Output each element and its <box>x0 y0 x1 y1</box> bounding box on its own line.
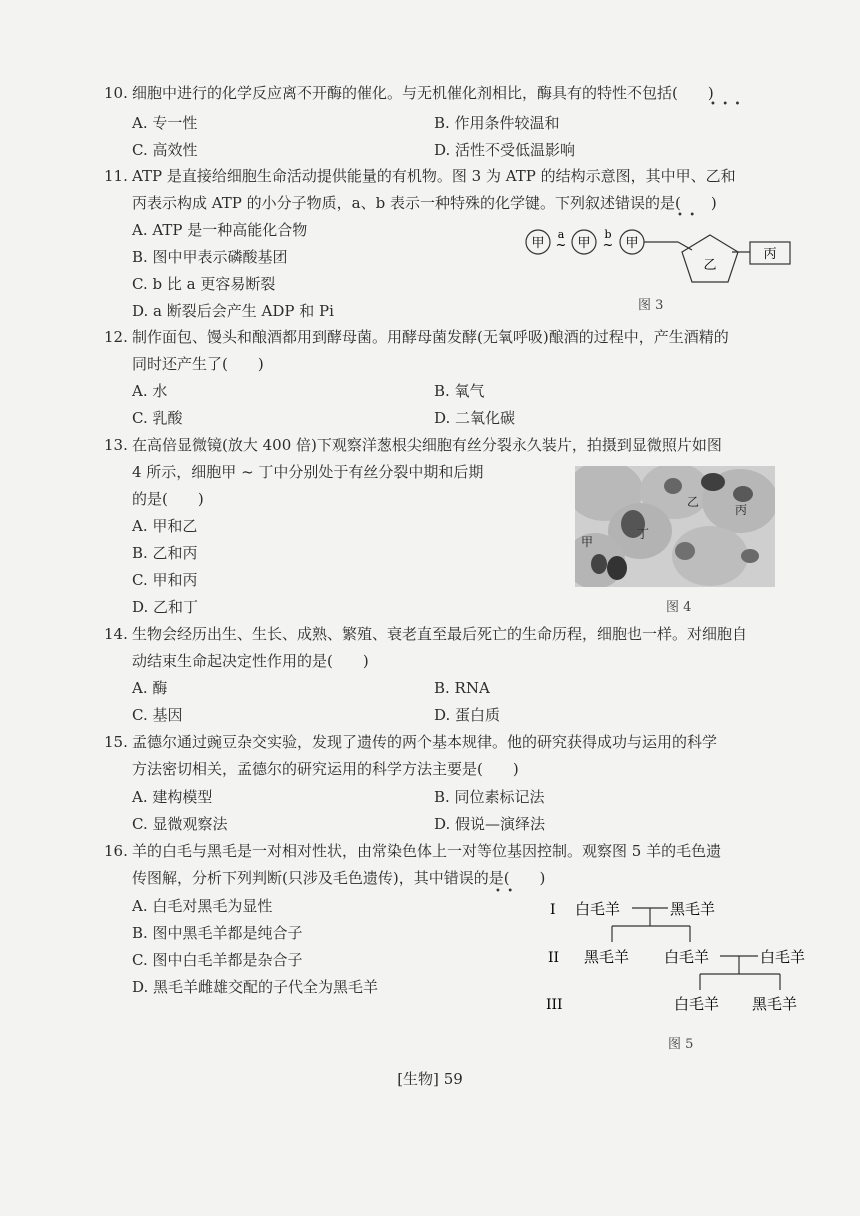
cell-label: 乙 <box>687 495 700 509</box>
option-b: B. 作用条件较温和 <box>434 114 560 132</box>
atp-structure-diagram <box>520 222 800 292</box>
stem-line: 在高倍显微镜(放大 400 倍)下观察洋葱根尖细胞有丝分裂永久装片，拍摄到显微照片如图 <box>132 436 722 454</box>
stem-line: 羊的白毛与黑毛是一对相对性状，由常染色体上一对等位基因控制。观察图 5 羊的毛色遗 <box>132 842 722 860</box>
option-a: A. 甲和乙 <box>132 517 198 535</box>
stem-line: 传图解，分析下列判断(只涉及毛色遗传)，其中错误的是( ) <box>132 869 546 887</box>
question-number: 12. <box>104 328 128 346</box>
figure-3-caption: 图 3 <box>638 298 664 313</box>
stem-line: 动结束生命起决定性作用的是( ) <box>132 652 369 670</box>
cell-label: 丁 <box>637 527 650 541</box>
question-12 <box>104 324 729 378</box>
option-b: B. 图中黑毛羊都是纯合子 <box>132 924 303 942</box>
high-energy-bond-a: ~ <box>555 238 567 253</box>
question-number: 14. <box>104 625 128 643</box>
question-10 <box>104 80 714 107</box>
option-c: C. b 比 a 更容易断裂 <box>132 275 276 293</box>
question-stem <box>104 729 717 756</box>
question-11 <box>104 163 736 217</box>
option-b: B. RNA <box>434 679 490 697</box>
option-a: A. ATP 是一种高能化合物 <box>132 221 308 239</box>
question-number: 13. <box>104 436 128 454</box>
question-14 <box>104 621 747 675</box>
option-d: D. 二氧化碳 <box>434 409 516 427</box>
sheep-white: 白毛羊 <box>664 948 710 966</box>
bond-line <box>678 242 692 250</box>
generation-label: III <box>546 997 563 1013</box>
figure-4-caption: 图 4 <box>666 600 692 615</box>
option-c: C. 甲和丙 <box>132 571 198 589</box>
cell-label: 甲 <box>581 535 594 549</box>
question-stem <box>104 163 736 190</box>
pedigree-diagram <box>540 892 820 1022</box>
micrograph-cells <box>575 466 775 587</box>
question-stem <box>104 432 722 459</box>
option-d: D. a 断裂后会产生 ADP 和 Pi <box>132 302 334 320</box>
option-a: A. 酶 <box>132 679 168 697</box>
high-energy-bond-b: ~ <box>602 238 614 253</box>
stem-line: 丙表示构成 ATP 的小分子物质，a、b 表示一种特殊的化学键。下列叙述错误的是( ) <box>132 194 717 212</box>
question-number: 16. <box>104 842 128 860</box>
option-b: B. 图中甲表示磷酸基团 <box>132 248 288 266</box>
emphasis-dots: • • <box>677 210 696 221</box>
option-d: D. 乙和丁 <box>132 598 199 616</box>
question-stem <box>104 80 714 107</box>
stem-line: 制作面包、馒头和酿酒都用到酵母菌。用酵母菌发酵(无氧呼吸)酿酒的过程中，产生酒精的 <box>132 328 729 346</box>
option-c: C. 高效性 <box>132 141 198 159</box>
circle-label: 甲 <box>531 236 545 251</box>
subject-label: [生物] <box>397 1070 439 1088</box>
question-stem <box>104 324 729 351</box>
page-number: 59 <box>443 1070 463 1088</box>
question-stem <box>104 621 747 648</box>
stem-line: 方法密切相关，孟德尔的研究运用的科学方法主要是( ) <box>132 760 519 778</box>
option-b: B. 氧气 <box>434 382 485 400</box>
question-15 <box>104 729 717 783</box>
circle-label: 甲 <box>577 236 591 251</box>
stem-line: 的是( ) <box>132 490 204 508</box>
box-label: 丙 <box>763 247 777 262</box>
question-number: 10. <box>104 84 128 102</box>
sheep-white: 白毛羊 <box>760 948 806 966</box>
option-c: C. 图中白毛羊都是杂合子 <box>132 951 303 969</box>
option-a: A. 建构模型 <box>132 788 213 806</box>
stem-line: 4 所示，细胞甲 ~ 丁中分别处于有丝分裂中期和后期 <box>132 463 484 481</box>
emphasis-dots: • • • <box>710 99 741 110</box>
sheep-white: 白毛羊 <box>674 995 720 1013</box>
generation-label: I <box>550 902 556 918</box>
option-b: B. 乙和丙 <box>132 544 198 562</box>
figure-5-caption: 图 5 <box>668 1037 694 1052</box>
option-b: B. 同位素标记法 <box>434 788 545 806</box>
option-d: D. 蛋白质 <box>434 706 501 724</box>
option-d: D. 活性不受低温影响 <box>434 141 576 159</box>
question-stem <box>104 838 721 865</box>
question-number: 15. <box>104 733 128 751</box>
option-c: C. 乳酸 <box>132 409 183 427</box>
question-number: 11. <box>104 167 128 185</box>
stem-line: 孟德尔通过豌豆杂交实验，发现了遗传的两个基本规律。他的研究获得成功与运用的科学 <box>132 733 718 751</box>
option-d: D. 假说—演绎法 <box>434 815 546 833</box>
stem-line: 细胞中进行的化学反应离不开酶的催化。与无机催化剂相比，酶具有的特性不包括( ) <box>132 84 714 102</box>
circle-label: 甲 <box>625 236 639 251</box>
generation-label: II <box>548 950 560 966</box>
bond-b-label: b <box>604 228 612 241</box>
cell-label: 丙 <box>735 503 748 517</box>
option-d: D. 黑毛羊雌雄交配的子代全为黑毛羊 <box>132 978 379 996</box>
micrograph-image <box>575 466 775 587</box>
option-c: C. 基因 <box>132 706 183 724</box>
option-a: A. 专一性 <box>132 114 198 132</box>
stem-line: ATP 是直接给细胞生命活动提供能量的有机物。图 3 为 ATP 的结构示意图，其中甲、乙和 <box>132 167 736 185</box>
sheep-black: 黑毛羊 <box>584 948 630 966</box>
question-16 <box>104 838 721 892</box>
sheep-black: 黑毛羊 <box>670 900 716 918</box>
sheep-black: 黑毛羊 <box>752 995 798 1013</box>
option-a: A. 水 <box>132 382 168 400</box>
option-a: A. 白毛对黑毛为显性 <box>132 897 273 915</box>
bond-a-label: a <box>557 228 565 241</box>
option-c: C. 显微观察法 <box>132 815 228 833</box>
stem-line: 生物会经历出生、生长、成熟、繁殖、衰老直至最后死亡的生命历程，细胞也一样。对细胞自 <box>132 625 748 643</box>
page-footer <box>0 1068 860 1089</box>
emphasis-dots: • • <box>495 886 514 897</box>
stem-line: 同时还产生了( ) <box>132 355 264 373</box>
pentagon-label: 乙 <box>703 258 717 273</box>
sheep-white: 白毛羊 <box>575 900 621 918</box>
